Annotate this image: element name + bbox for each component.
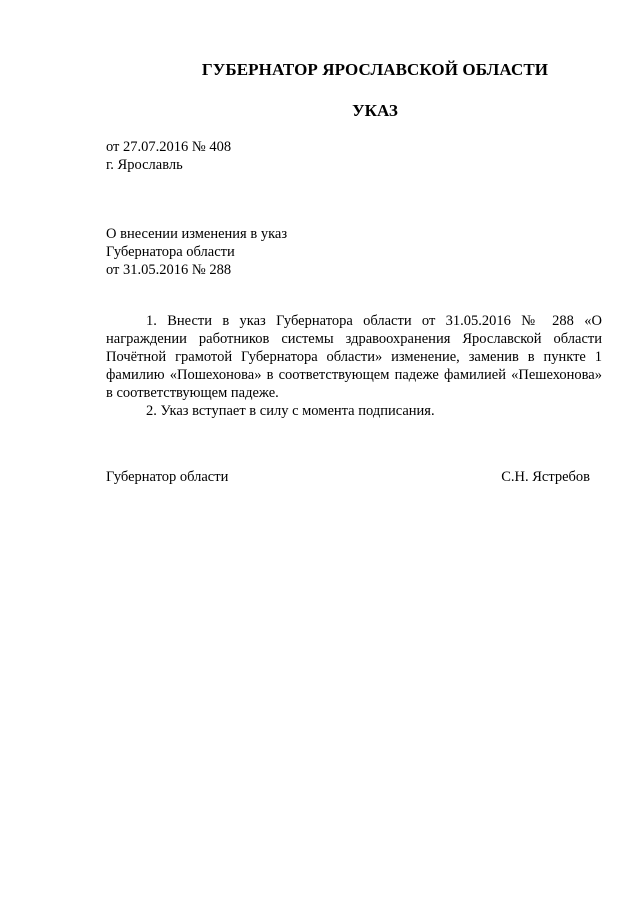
document-city: г. Ярославль	[106, 157, 183, 173]
document-meta	[106, 138, 231, 174]
signatory-name: С.Н. Ястребов	[501, 469, 590, 485]
document-type: УКАЗ	[352, 101, 398, 120]
signatory-position: Губернатор области	[106, 469, 229, 485]
document-body	[106, 312, 602, 420]
subject-line-2: Губернатора области	[106, 244, 235, 260]
document-date-number: от 27.07.2016 № 408	[106, 139, 232, 155]
body-paragraph-2: 2. Указ вступает в силу с момента подписания.	[146, 403, 435, 419]
subject-line-3: от 31.05.2016 № 288	[106, 262, 232, 278]
document-subject	[106, 225, 287, 279]
body-paragraph-1: 1. Внести в указ Губернатора области от 31.05.2016 № 288 «О награждении работников системы здравоохранения Ярославской области Почётной грамотой Губернатора области» изменение, заменив в пункте 1 фамилию «Пошехонова» в соответствующем падеже фамилией «Пешехонова» в соответствующем падеже.	[106, 313, 602, 401]
subject-line-1: О внесении изменения в указ	[106, 226, 288, 242]
document-header-title: ГУБЕРНАТОР ЯРОСЛАВСКОЙ ОБЛАСТИ	[201, 60, 549, 79]
